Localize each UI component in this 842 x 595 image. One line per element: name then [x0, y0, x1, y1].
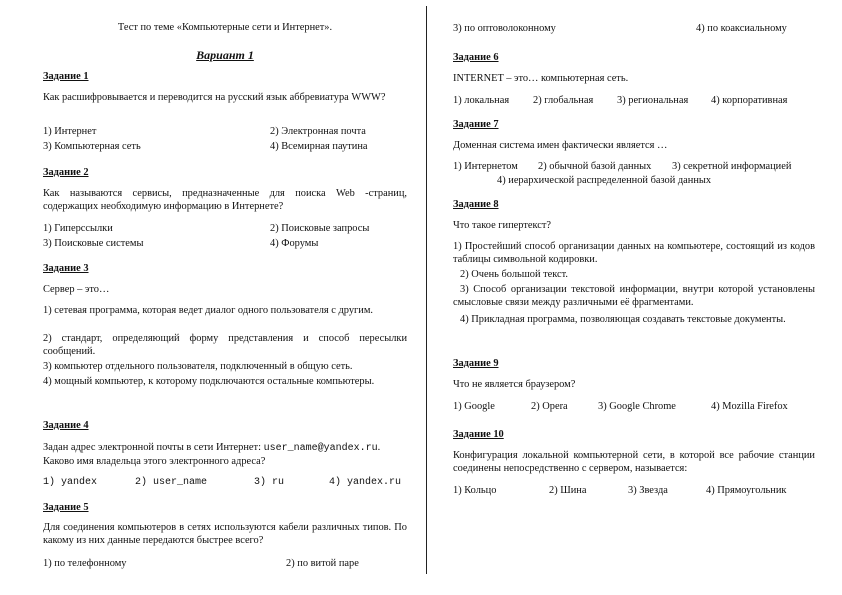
task-2-option-3: 3) Поисковые системы	[43, 238, 144, 249]
task-10-heading: Задание 10	[453, 429, 504, 440]
variant-title: Вариант 1	[196, 48, 254, 62]
task-2-option-2: 2) Поисковые запросы	[270, 223, 370, 234]
task-9-question: Что не является браузером?	[453, 379, 576, 390]
task-4-option-1: 1) yandex	[43, 477, 98, 488]
task-7-option-2: 2) обычной базой данных	[538, 161, 652, 172]
task-4-heading: Задание 4	[43, 420, 89, 431]
task-8-option-3: 3) Способ организации текстовой информации, внутри которой установлены смысловые связи между различными её фрагментами.	[453, 284, 815, 309]
task-10-question: Конфигурация локальной компьютерной сети, в которой все рабочие станции соединены непосредственно с сервером, называется:	[453, 450, 815, 475]
task-2-question: Как называются сервисы, предназначенные для поиска Web -страниц, содержащих необходимую информацию в Интернете?	[43, 188, 407, 213]
task-6-option-3: 3) региональная	[617, 95, 689, 106]
task-4-option-2: 2) user_name	[135, 477, 208, 488]
task-1-option-3: 3) Компьютерная сеть	[43, 141, 141, 152]
task-7-question: Доменная система имен фактически является …	[453, 140, 668, 151]
task-8-question: Что такое гипертекст?	[453, 220, 552, 231]
task-4-option-3: 3) ru	[254, 477, 285, 488]
task-1-heading: Задание 1	[43, 71, 89, 82]
task-1-option-1: 1) Интернет	[43, 126, 97, 137]
column-divider	[426, 6, 427, 574]
task-10-option-4: 4) Прямоугольник	[706, 485, 787, 496]
test-title: Тест по теме «Компьютерные сети и Интернет».	[117, 22, 333, 33]
task-4-question-start: Задан адрес электронной почты в сети Интернет:	[43, 442, 264, 453]
task-7-option-3: 3) секретной информацией	[672, 161, 792, 172]
task-9-option-2: 2) Opera	[531, 401, 568, 412]
task-10-option-3: 3) Звезда	[628, 485, 668, 496]
task-5-option-2: 2) по витой паре	[286, 558, 359, 569]
task-6-option-4: 4) корпоративная	[711, 95, 788, 106]
task-6-question: INTERNET – это… компьютерная сеть.	[453, 73, 629, 84]
task-9-option-1: 1) Google	[453, 401, 495, 412]
task-10-option-2: 2) Шина	[549, 485, 587, 496]
task-8-option-1: 1) Простейший способ организации данных на компьютере, состоящий из кодов таблицы символьной кодировки.	[453, 241, 815, 266]
task-3-option-1: 1) сетевая программа, которая ведет диалог одного пользователя с другим.	[43, 305, 374, 316]
task-4-question	[43, 441, 407, 469]
task-3-option-3: 3) компьютер отдельного пользователя, подключенный в общую сеть.	[43, 361, 353, 372]
task-2-heading: Задание 2	[43, 167, 89, 178]
task-1-question: Как расшифровывается и переводится на русский язык аббревиатура WWW?	[43, 92, 386, 103]
task-2-option-4: 4) Форумы	[270, 238, 319, 249]
task-5-question: Для соединения компьютеров в сетях используются кабели различных типов. По какому из них данные передаются быстрее всего?	[43, 522, 407, 547]
task-2-option-1: 1) Гиперссылки	[43, 223, 113, 234]
task-8-heading: Задание 8	[453, 199, 499, 210]
task-7-option-1: 1) Интернетом	[453, 161, 518, 172]
task-5-heading: Задание 5	[43, 502, 89, 513]
task-3-heading: Задание 3	[43, 263, 89, 274]
task-3-question: Сервер – это…	[43, 284, 110, 295]
task-3-option-2: 2) стандарт, определяющий форму представления и способ пересылки сообщений.	[43, 333, 407, 358]
task-4-email: user_name@yandex.ru	[263, 443, 378, 454]
task-7-heading: Задание 7	[453, 119, 499, 130]
task-6-option-1: 1) локальная	[453, 95, 510, 106]
task-4-question-end: . Каково имя владельца этого электронного адреса?	[43, 442, 381, 468]
task-9-option-4: 4) Mozilla Firefox	[711, 401, 788, 412]
task-5-option-1: 1) по телефонному	[43, 558, 127, 569]
task-4-option-4: 4) yandex.ru	[329, 477, 402, 488]
task-6-option-2: 2) глобальная	[533, 95, 594, 106]
task-5-option-3: 3) по оптоволоконному	[453, 23, 556, 34]
task-1-option-2: 2) Электронная почта	[270, 126, 366, 137]
task-8-option-4: 4) Прикладная программа, позволяющая создавать текстовые документы.	[460, 314, 786, 325]
task-1-option-4: 4) Всемирная паутина	[270, 141, 368, 152]
task-3-option-4: 4) мощный компьютер, к которому подключаются остальные компьютеры.	[43, 376, 375, 387]
task-7-option-4: 4) иерархической распределенной базой данных	[497, 175, 712, 186]
task-5-option-4: 4) по коаксиальному	[696, 23, 787, 34]
task-6-heading: Задание 6	[453, 52, 499, 63]
task-9-option-3: 3) Google Chrome	[598, 401, 676, 412]
task-10-option-1: 1) Кольцо	[453, 485, 497, 496]
task-9-heading: Задание 9	[453, 358, 499, 369]
task-8-option-2: 2) Очень большой текст.	[460, 269, 569, 280]
